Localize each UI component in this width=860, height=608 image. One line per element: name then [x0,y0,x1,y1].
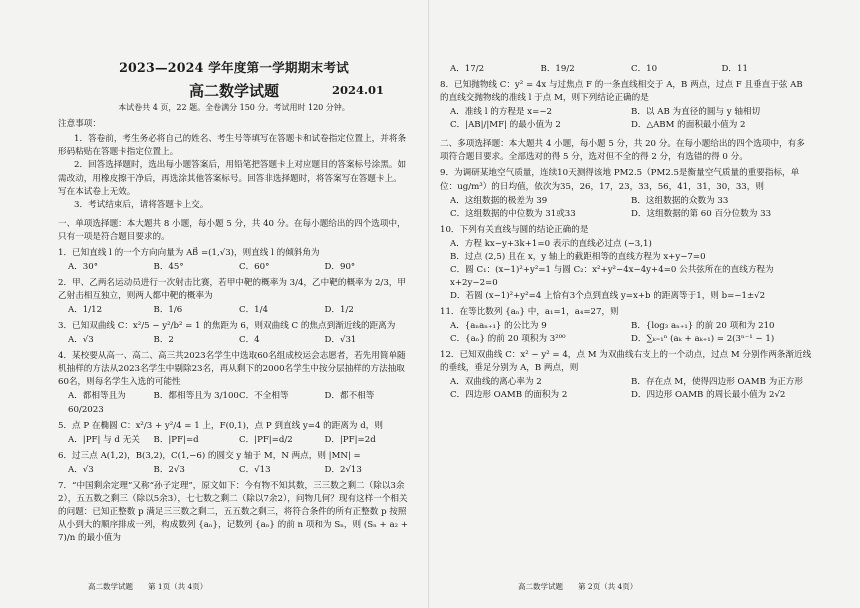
option-c: C．{aₙ} 的前 20 项积为 3²⁰⁰ [450,334,566,345]
section-single-choice [58,218,410,244]
option-d: D．|PF|=2d [324,434,376,445]
page-divider [428,0,429,608]
section-multi-choice [440,138,812,164]
exam-date: 2024.01 [331,83,384,98]
option-c: C．60° [239,261,270,272]
option-a: A．准线 l 的方程是 x=−2 [450,107,553,118]
question-stem: 7．“中国剩余定理”又称“孙子定理”，原文如下：今有物不知其数，三三数之剩二（除以3余2），五五数之剩三（除以5余3），七七数之剩二（除以7余2），问物几何？现有这样一个相关的问题：已知正整数 p 满足三三数之剩二，五五数之剩三，将符合条件的所有正整数 p 按照从小到大的顺序排成一列，构成数列 {aₙ}，记数列 {aₙ} 的前 n 项和为 Sₙ，则 (Sₙ + a₂ + 7)/n 的最小值为 [58,480,408,544]
option-b: B．以 AB 为直径的圆与 y 轴相切 [631,107,761,118]
option-b: B．存在点 M，使得四边形 OAMB 为正方形 [631,377,803,388]
question-stem: 5．点 P 在椭圆 C：x²/3 + y²/4 = 1 上，F(0,1)，点 P 到直线 y=4 的距离为 d，则 [58,420,383,431]
option-a: A．双曲线的离心率为 2 [450,377,542,388]
option-d: D．11 [721,64,748,74]
question-stem: 9．为调研某地空气质量，连续10天测得该地 PM2.5（PM2.5是衡量空气质量的重要指标，单位：ug/m³）的日均值，依次为35，26，17，23，33，56，41，31，30，33，则 [440,168,800,192]
exam-info: 本试卷共 4 页，22 题。全卷满分 150 分。考试用时 120 分钟。 [118,103,350,113]
question-options [450,63,812,76]
option-d: D．2√13 [324,464,362,475]
question-2 [58,277,410,317]
question-5 [58,420,410,447]
question-stem: 3．已知双曲线 C：x²/5 − y²/b² = 1 的焦距为 6，则双曲线 C 的焦点到渐近线的距离为 [58,321,396,332]
question-6 [58,450,410,477]
option-c: C．圆 C₁：(x−1)²+y²=1 与圆 C₂：x²+y²−4x−4y+4=0 公共弦所在的直线方程为 x+2y−2=0 [450,264,774,288]
question-options [68,464,410,477]
option-d: D．1/2 [324,305,354,316]
option-b: B．过点 (2,5) 且在 x，y 轴上的截距相等的直线方程为 x+y−7=0 [450,251,706,262]
question-options [450,376,812,402]
question-options [450,238,812,303]
question-9 [440,167,812,220]
option-d: D．都不相等 [324,391,375,402]
option-b: B．45° [153,261,184,272]
option-d: D．这组数据的第 60 百分位数为 33 [631,208,772,219]
option-d: D．√31 [324,335,357,346]
option-b: B．这组数据的众数为 33 [631,195,729,206]
question-11 [440,306,812,346]
question-12 [440,349,812,402]
question-8 [440,79,812,132]
option-a: A．30° [68,261,99,272]
option-a: A．17/2 [450,64,485,74]
option-c: C．|AB|/|MF| 的最小值为 2 [450,120,561,131]
option-b: B．都相等且为 3/100 [153,391,239,402]
option-d: D．四边形 OAMB 的周长最小值为 2√2 [631,390,786,401]
option-b: B．|PF|=d [153,434,199,445]
notice-item: 1．答卷前，考生务必将自己的姓名、考生号等填写在答题卡和试卷指定位置上，并将条形码粘贴在答题卡指定位置上。 [58,134,407,158]
option-b: B．2√3 [153,464,185,475]
option-d: D．若圆 (x−1)²+y²=4 上恰有3个点到直线 y=x+b 的距离等于1，则 b=−1±√2 [450,291,766,301]
question-options [450,320,812,346]
question-stem: 6．过三点 A(1,2)，B(3,2)，C(1,−6) 的圆交 y 轴于 M，N 两点，则 |MN| = [58,450,361,461]
option-b: B．2 [153,335,174,346]
question-options [68,261,410,274]
question-options [68,304,410,317]
question-3 [58,320,410,347]
option-a: A．这组数据的极差为 39 [450,195,548,206]
question-7-options [440,63,812,76]
page-2-footer: 高二数学试题 第 2页（共 4页） [518,582,638,591]
question-stem: 8．已知抛物线 C：y² = 4x 与过焦点 F 的一条直线相交于 A，B 两点，过点 F 且垂直于弦 AB 的直线交抛物线的准线 l 于点 M，则下列结论正确的是 [440,80,803,104]
notice-title: 注意事项： [58,119,101,130]
page-2 [440,0,812,608]
option-b: B．1/6 [153,305,183,316]
notice-item: 2．回答选择题时，选出每小题答案后，用铅笔把答题卡上对应题目的答案标号涂黑。如需改动，用橡皮擦干净后，再选涂其他答案标号。回答非选择题时，将答案写在答题卡上。写在本试卷上无效。 [58,160,407,197]
question-stem: 11．在等比数列 {aₙ} 中，a₁=1，a₄=27，则 [440,307,619,318]
option-b: B．{log₃ aₙ₊₁} 的前 20 项和为 210 [631,321,775,332]
option-c: C．√13 [239,464,271,475]
option-c: C．四边形 OAMB 的面积为 2 [450,390,568,401]
option-a: A．√3 [68,335,94,346]
question-stem: 2．甲、乙两名运动员进行一次射击比赛，若甲中靶的概率为 3/4，乙中靶的概率为 2/3，甲乙射击相互独立，则两人都中靶的概率为 [58,277,406,302]
option-d: D．90° [324,261,356,272]
question-options [68,434,410,447]
notice-item: 3．考试结束后，请将答题卡上交。 [74,199,209,210]
option-c: C．不全相等 [239,391,289,402]
question-stem: 10．下列有关直线与圆的结论正确的是 [440,224,589,235]
question-stem: 1．已知直线 l 的一个方向向量为 AB⃗ =(1,√3)，则直线 l 的倾斜角为 [58,247,320,258]
exam-subject: 高二数学试题 [188,82,279,101]
option-c: C．10 [631,64,658,74]
question-options [450,195,812,221]
exam-title: 2023—2024 学年度第一学期期末考试 [119,60,349,75]
option-c: C．这组数据的中位数为 31或33 [450,208,576,219]
notice-block [58,118,410,211]
question-stem: 4．某校要从高一、高二、高三共2023名学生中选取60名组成校运会志愿者，若先用简单随机抽样的方法从2023名学生中剔除23名，再从剩下的2000名学生中按分层抽样的方法抽取60名，则每名学生入选的可能性 [58,351,406,388]
option-c: C．4 [239,335,260,346]
option-b: B．19/2 [540,64,575,74]
option-d: D．△ABM 的面积最小值为 2 [631,120,746,131]
option-c: C．|PF|=d/2 [239,434,293,445]
option-a: A．{aₙaₙ₊₁} 的公比为 9 [450,321,547,332]
exam-subject-row [58,80,410,102]
question-options [450,106,812,132]
option-d: D．∑ₖ₌₁ⁿ (aₖ + aₖ₊₁) = 2(3ⁿ⁻¹ − 1) [631,334,775,345]
option-a: A．|PF| 与 d 无关 [68,434,140,445]
option-c: C．1/4 [239,305,268,316]
question-1 [58,247,410,274]
option-a: A．方程 kx−y+3k+1=0 表示的直线必过点 (−3,1) [450,238,652,249]
page-1-footer: 高二数学试题 第 1页（共 4页） [88,582,208,591]
question-7 [58,480,410,545]
question-options [68,390,410,416]
question-4 [58,350,410,416]
page-1 [58,0,410,608]
question-10 [440,224,812,303]
option-a: A．1/12 [68,305,103,316]
question-options [68,334,410,347]
option-a: A．都相等且为 60/2023 [68,391,126,415]
question-stem: 12．已知双曲线 C：x² − y² = 4，点 M 为双曲线右支上的一个动点，过点 M 分别作两条渐近线的垂线，垂足分别为 A，B 两点，则 [440,350,812,374]
option-a: A．√3 [68,464,94,475]
section-heading: 二、多项选择题：本大题共 4 小题，每小题 5 分，共 20 分。在每小题给出的四个选项中，有多项符合题目要求。全部选对的得 5 分，选对但不全的得 2 分，有选错的得 0 分。 [440,139,805,163]
section-heading: 一、单项选择题：本大题共 8 小题，每小题 5 分，共 40 分。在每小题给出的四个选项中，只有一项是符合题目要求的。 [58,218,406,242]
